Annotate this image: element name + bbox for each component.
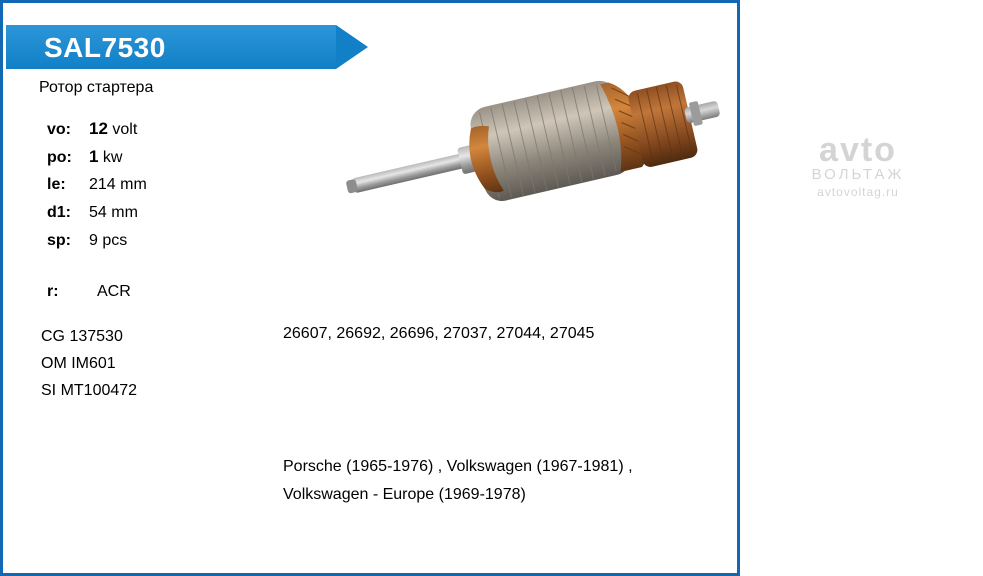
spec-key-voltage: vo: [47, 121, 71, 138]
product-subtitle: Ротор стартера [39, 79, 154, 96]
spec-key-splines: sp: [47, 232, 71, 249]
code-line-si: SI MT100472 [41, 382, 138, 399]
spec-value-power: 1 [89, 147, 99, 166]
spec-key-diameter: d1: [47, 204, 71, 221]
spec-value-splines: 9 pcs [89, 232, 128, 249]
spec-value-diameter: 54 mm [89, 204, 138, 221]
spec-row-diameter [47, 199, 277, 227]
brand-key: r: [47, 283, 59, 300]
watermark [733, 131, 983, 199]
code-line-om: OM IM601 [41, 355, 116, 372]
spec-unit-voltage: volt [112, 121, 138, 138]
cross-reference-codes [41, 323, 137, 404]
product-photo [293, 25, 905, 295]
watermark-url-text: avtovoltag.ru [817, 185, 899, 199]
brand-row [47, 283, 131, 301]
spec-unit-power: kw [102, 149, 123, 166]
spec-row-voltage [47, 115, 277, 143]
spec-value-voltage: 12 [89, 119, 108, 138]
oe-numbers: 26607, 26692, 26696, 27037, 27044, 27045 [283, 325, 595, 342]
vehicle-applications: Porsche (1965-1976) , Volkswagen (1967-1981) , Volkswagen - Europe (1969-1978) [283, 458, 633, 503]
part-number-title: SAL7530 [44, 32, 166, 63]
spec-row-length [47, 171, 277, 199]
spec-row-splines [47, 227, 277, 255]
brand-value: ACR [97, 283, 131, 300]
spec-value-length: 214 mm [89, 176, 147, 193]
spec-list [47, 115, 277, 255]
watermark-sub-text: ВОЛЬТАЖ [811, 166, 905, 183]
watermark-main-text: avto [819, 131, 897, 169]
spec-key-power: po: [47, 149, 72, 166]
spec-key-length: le: [47, 176, 66, 193]
code-line-cg: CG 137530 [41, 328, 123, 345]
spec-row-power [47, 143, 277, 171]
